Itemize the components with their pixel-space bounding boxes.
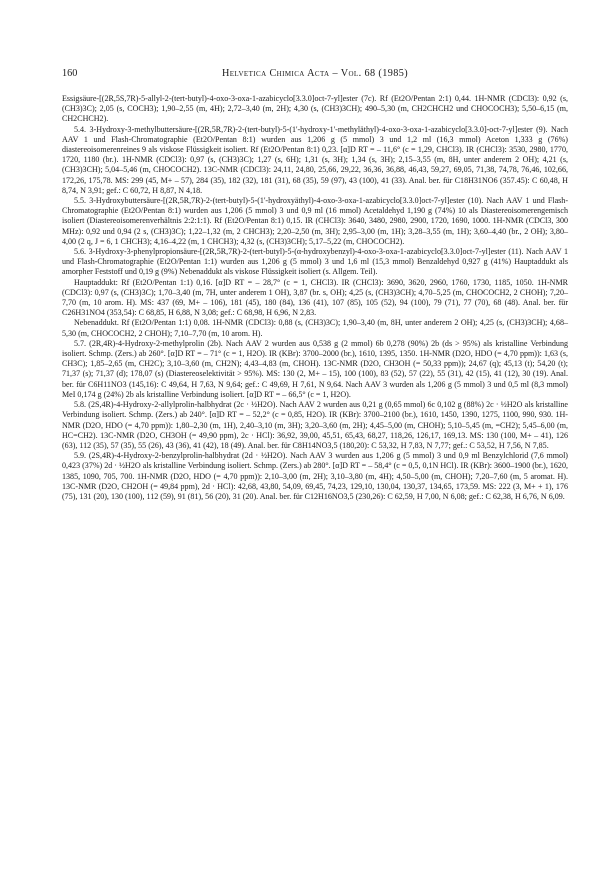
body-text [62, 94, 568, 502]
paragraph-5-6: 5.6. 3-Hydroxy-3-phenylpropionsäure-[(2R,5R,7R)-2-(tert-butyl)-5-(α-hydroxybenzyl)-4-oxo-3-oxa-1-azabicyclo[3.3.0]oct-7-yl]ester (11). Nach AAV 1 und Flash-Chromatographie (Et2O/Pentan 1:1) wurden aus 1,206 g (5 mmol) 3 und 1,6 ml (15,3 mmol) Benzaldehyd 0,927 g (41%) Hauptaddukt als amorpher Feststoff und 0,19 g (9%) Nebenaddukt als viskose Flüssigkeit isoliert (s. Allgem. Teil). [62, 247, 568, 277]
running-header [62, 68, 568, 82]
paragraph-7c: Essigsäure-[(2R,5S,7R)-5-allyl-2-(tert-butyl)-4-oxo-3-oxa-1-azabicyclo[3.3.0]oct-7-yl]ester (7c). Rf (Et2O/Pentan 2:1) 0,44. 1H-NMR (CDCl3): 0,92 (s, (CH3)3C); 2,05 (s, COCH3); 1,90–2,55 (m, 4H); 2,72–3,40 (m, 2H); 4,30 (s, (CH3)3CH); 490–5,30 (m, CH2CHCH2 und CHOCOCH3); 5,50–6,15 (m, CH2CHCH2). [62, 94, 568, 124]
paragraph-hauptaddukt: Hauptaddukt: Rf (Et2O/Pentan 1:1) 0,16. [α]D RT = – 28,7° (c = 1, CHCl3). IR (CHCl3): 3690, 3620, 2960, 1760, 1730, 1185, 1050. 1H-NMR (CDCl3): 0,97 (s, (CH3)3C); 1,70–3,40 (m, 7H, unter anderem 1 OH), 3,87 (br. s, OH); 4,25 (s, (CH3)3CH); 4,70–5,25 (m, CHOCOCH2, 2 CHOH); 7,20–7,70 (m, 10 arom. H). MS: 437 (69, M+ – 106), 181 (45), 180 (84), 136 (41), 107 (85), 105 (52), 94 (100), 79 (71), 77 (70), 68 (48). Anal. ber. für C26H31NO4 (353,54): C 68,85, H 6,88, N 3,08; gef.: C 68,98, H 6,96, N 2,83. [62, 277, 568, 318]
paragraph-5-4: 5.4. 3-Hydroxy-3-methylbuttersäure-[(2R,5R,7R)-2-(tert-butyl)-5-(1'-hydroxy-1'-methyläthyl)-4-oxo-3-oxa-1-azabicyclo[3.3.0]-oct-7-yl]ester (9). Nach AAV 1 und Flash-Chromatographie (Et2O/Pentan 8:1) wurden aus 1,206 g (5 mmol) 3 und 1,2 ml (16,3 mmol) Aceton 1,333 g (76%) diastereoisomerenreines 9 als viskose Flüssigkeit isoliert. Rf (Et2O/Pentan 8:1) 0,23. [α]D RT = – 11,6° (c = 1,29, CHCl3). IR (CHCl3): 3530, 2980, 1770, 1720, 1180 (br.). 1H-NMR (CDCl3): 0,97 (s, (CH3)3C); 1,27 (s, 6H); 1,31 (s, 3H); 1,34 (s, 3H); 2,15–3,55 (m, 8H, unter anderem 2 OH); 4,21 (s, (CH3)3CH); 5,04–5,46 (m, CHOCOCH2). 13C-NMR (CDCl3): 24,11, 24,80, 25,66, 29,22, 36,36, 36,88, 46,43, 59,27, 69,05, 71,38, 74,78, 76,46, 102,66, 172,26, 175,78. MS: 299 (45, M+ – 57), 284 (35), 182 (32), 181 (31), 68 (35), 59 (97), 43 (100), 41 (33). Anal. ber. für C18H31NO6 (357.45): C 60,48, H 8,74, N 3,91; gef.: C 60,72, H 8,87, N 4,18. [62, 124, 568, 195]
page-number: 160 [62, 68, 78, 79]
paragraph-5-8: 5.8. (2S,4R)-4-Hydroxy-2-allylprolin-halbhydrat (2c · ½H2O). Nach AAV 2 wurden aus 0,21 g (0,65 mmol) 6c 0,102 g (88%) 2c · ½H2O als kristalline Verbindung isoliert. Schmp. (Zers.) ab 240°. [α]D RT = – 52,2° (c = 0,85, H2O). IR (KBr): 3700–2100 (br.), 1610, 1450, 1390, 1275, 1100, 990, 930. 1H-NMR (D2O, HDO (= 4,70 ppm)): 1,80–2,30 (m, 1H), 2,40–3,10 (m, 3H); 3,20–3,60 (m, 2H); 4,45–5,00 (m, CHOH); 5,10–5,45 (m, =CH2); 5,45–6,00 (m, HC=CH2). 13C-NMR (D2O, CH3OH (= 49,90 ppm), 2c · HCl): 36,92, 39,00, 45,51, 65,43, 68,27, 118,26, 126,17, 169,13. MS: 130 (100, M+ – 41), 126 (63), 112 (35), 57 (35), 55 (26), 43 (36), 41 (42), 18 (49). Anal. ber. für C8H14NO3,5 (180,20): C 53,32, H 7,83, N 7,77; gef.: C 53,52, H 7,56, N 7,85. [62, 400, 568, 450]
paragraph-5-5: 5.5. 3-Hydroxybuttersäure-[(2R,5R,7R)-2-(tert-butyl)-5-(1'-hydroxyäthyl)-4-oxo-3-oxa-1-azabicyclo[3.3.0]oct-7-yl]ester (10). Nach AAV 1 und Flash-Chromatographie (Et2O/Pentan 8:1) wurden aus 1,206 (5 mmol) 3 und 0,9 ml (16 mmol) Acetaldehyd 1,190 g (74%) 10 als Diastereoisomerengemisch isoliert (Diastereoisomerenverhältnis 2:2:1:1). Rf (Et2O/Pentan 8:1) 0,15. IR (CHCl3): 3640, 3480, 2980, 2900, 1720, 1690, 1000. 1H-NMR (CDCl3, 300 MHz): 0,92 und 0,94 (2 s, (CH3)3C); 1,22–1,32 (m, 2 CHCH3); 2,20–2,50 (m, 3H); 2,95–3,00 (m, 1H); 3,28–3,55 (m, 1H); 3,60–4,40 (br., 2 OH); 3,80–4,00 (2 q, J = 6, 1 CHCH3); 4,16–4,22 (m, 1 CHCH3); 4,32 (s, (CH3)3CH); 5,17–5,22 (m, CHOCOCH2). [62, 196, 568, 246]
paragraph-nebenaddukt: Nebenaddukt. Rf (Et2O/Pentan 1:1) 0,08. 1H-NMR (CDCl3): 0,88 (s, (CH3)3C); 1,90–3,40 (m, 8H, unter anderem 2 OH); 4,25 (s, (CH3)3CH); 4,68–5,30 (m, CHOCOCH2, 2 CHOH); 7,10–7,70 (m, 10 arom. H). [62, 318, 568, 338]
journal-title: Helvetica Chimica Acta – Vol. 68 (1985) [222, 68, 408, 79]
paragraph-5-7: 5.7. (2R,4R)-4-Hydroxy-2-methylprolin (2b). Nach AAV 2 wurden aus 0,538 g (2 mmol) 6b 0,278 (90%) 2b (ds > 95%) als kristalline Verbindung isoliert. Schmp. (Zers.) ab 260°. [α]D RT = – 71° (c = 1, H2O). IR (KBr): 3700–2000 (br.), 1610, 1395, 1350. 1H-NMR (D2O, HDO (= 4,70 ppm)): 1,63 (s, CH3C); 1,85–2,65 (m, CH2C); 3,10–3,60 (m, CH2N); 4,43–4,83 (m, CHOH). 13C-NMR (D2O, CH3OH (= 50,33 ppm)); 24,67 (q); 45,13 (t); 54,20 (t); 71,37 (s); 71,37 (d); 178,07 (s) (Diastereoselektivität > 95%). MS: 130 (2, M+ – 15), 100 (100), 83 (52), 57 (22), 55 (31), 42 (15), 41 (12), 30 (19). Anal. ber. für C6H11NO3 (145,16): C 49,64, H 7,63, N 9,64; gef.: C 49,69, H 7,61, N 9,64. Nach AAV 3 wurden als 1,206 g (5 mmol) 3 und 0,5 ml (8,3 mmol) MeI 0,174 g (24%) 2b als kristalline Verbindung isoliert. [α]D RT = – 66,5° (c = 1, H2O). [62, 338, 568, 399]
paragraph-5-9: 5.9. (2S,4R)-4-Hydroxy-2-benzylprolin-halbhydrat (2d · ½H2O). Nach AAV 3 wurden aus 1,206 g (5 mmol) 3 und 0,9 ml Benzylchlorid (7,6 mmol) 0,423 (37%) 2d · ½H2O als kristalline Verbindung isoliert. Schmp. (Zers.) ab 280°. [α]D RT = – 58,4° (c = 0,5, 0,1N HCl). IR (KBr): 3600–1900 (br.), 1620, 1385, 1090, 705, 700. 1H-NMR (D2O, HDO (= 4,70 ppm)): 2,10–3,00 (m, 2H); 3,10–3,80 (m, 4H); 4,50–5,00 (m, CHOH); 7,20–7,60 (m, 5 aromat. H). 13C-NMR (D2O, CH2OH (= 49,84 ppm), 2d · HCl): 42,68, 43,80, 54,09, 69,45, 74,23, 129,10, 130,04, 130,37, 134,65, 173,59. MS: 222 (3, M+ + 1), 176 (75), 131 (20), 130 (100), 112 (59), 91 (81), 56 (20), 31 (20). Anal. ber. für C12H16NO3,5 (230,26): C 62,59, H 7,00, N 6,08; gef.: C 62,38, H 6,76, N 6,09. [62, 451, 568, 501]
